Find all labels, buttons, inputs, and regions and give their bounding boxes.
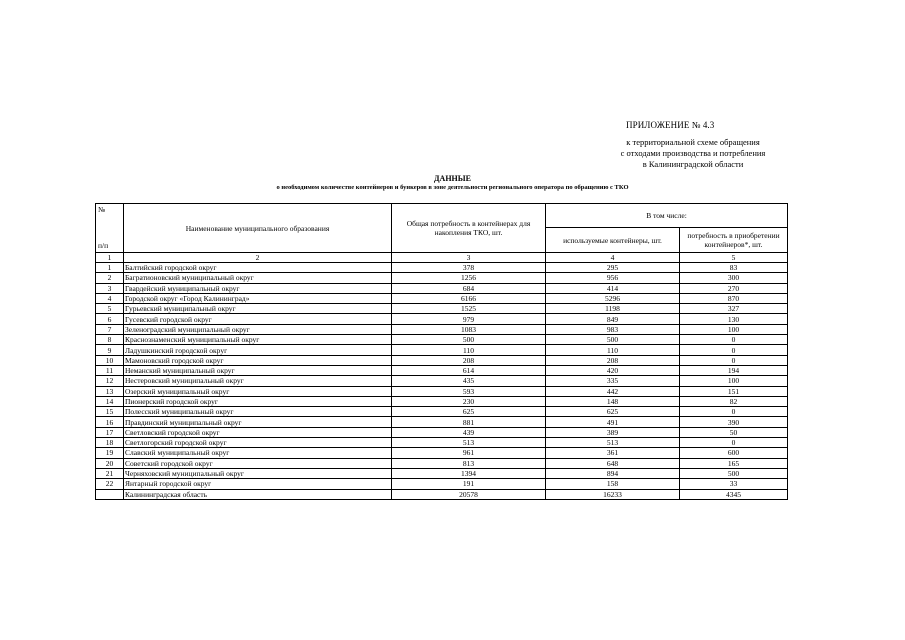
total-containers: 1083	[392, 324, 546, 334]
needed-containers: 0	[680, 355, 788, 365]
needed-containers: 0	[680, 407, 788, 417]
total-containers: 230	[392, 396, 546, 406]
needed-containers: 270	[680, 283, 788, 293]
used-containers: 335	[546, 376, 680, 386]
municipality-name: Мамоновский городской округ	[124, 355, 392, 365]
needed-containers: 600	[680, 448, 788, 458]
row-number: 7	[96, 324, 124, 334]
table-row	[96, 273, 788, 283]
used-containers: 361	[546, 448, 680, 458]
municipality-name: Светловский городской округ	[124, 427, 392, 437]
header-number-top: №	[98, 205, 106, 214]
municipality-name: Гурьевский муниципальный округ	[124, 304, 392, 314]
municipality-name: Гусевский городской округ	[124, 314, 392, 324]
row-number: 20	[96, 458, 124, 468]
needed-containers: 50	[680, 427, 788, 437]
needed-containers: 100	[680, 324, 788, 334]
needed-containers: 390	[680, 417, 788, 427]
table-row	[96, 293, 788, 303]
row-number: 16	[96, 417, 124, 427]
used-containers: 1198	[546, 304, 680, 314]
total-containers: 439	[392, 427, 546, 437]
used-containers: 420	[546, 365, 680, 375]
table-row	[96, 376, 788, 386]
municipality-name: Зеленоградский муниципальный округ	[124, 324, 392, 334]
municipality-name: Балтийский городской округ	[124, 263, 392, 273]
needed-containers: 0	[680, 335, 788, 345]
table-row	[96, 479, 788, 489]
row-number: 17	[96, 427, 124, 437]
used-containers: 295	[546, 263, 680, 273]
total-containers: 191	[392, 479, 546, 489]
header-used: используемые контейнеры, шт.	[546, 228, 680, 253]
row-number	[96, 489, 124, 499]
total-containers: 1525	[392, 304, 546, 314]
containers-table	[95, 203, 788, 500]
needed-containers: 100	[680, 376, 788, 386]
row-number: 8	[96, 335, 124, 345]
used-containers: 110	[546, 345, 680, 355]
municipality-name: Черняховский муниципальный округ	[124, 468, 392, 478]
row-number: 10	[96, 355, 124, 365]
total-containers: 110	[392, 345, 546, 355]
row-number: 21	[96, 468, 124, 478]
used-containers: 5296	[546, 293, 680, 303]
total-containers: 614	[392, 365, 546, 375]
table-row	[96, 335, 788, 345]
used-containers: 158	[546, 479, 680, 489]
needed-containers: 130	[680, 314, 788, 324]
table-row	[96, 324, 788, 334]
row-number: 1	[96, 263, 124, 273]
table-row	[96, 468, 788, 478]
municipality-name: Нестеровский муниципальный округ	[124, 376, 392, 386]
row-number: 13	[96, 386, 124, 396]
total-containers: 813	[392, 458, 546, 468]
table-row	[96, 263, 788, 273]
municipality-name: Славский муниципальный округ	[124, 448, 392, 458]
table-row	[96, 386, 788, 396]
header-need: потребность в приобретении контейнеров*, шт.	[680, 228, 788, 253]
total-containers: 208	[392, 355, 546, 365]
municipality-name: Неманский муниципальный округ	[124, 365, 392, 375]
row-number: 4	[96, 293, 124, 303]
appendix-line-3: в Калининградской области	[642, 159, 744, 169]
total-containers: 1256	[392, 273, 546, 283]
used-containers: 208	[546, 355, 680, 365]
used-containers: 500	[546, 335, 680, 345]
needed-containers: 165	[680, 458, 788, 468]
total-containers: 1394	[392, 468, 546, 478]
appendix-title: ПРИЛОЖЕНИЕ № 4.3	[626, 120, 715, 130]
needed-containers: 500	[680, 468, 788, 478]
row-number: 14	[96, 396, 124, 406]
total-row	[96, 489, 788, 499]
municipality-name: Полесский муниципальный округ	[124, 407, 392, 417]
used-containers: 983	[546, 324, 680, 334]
municipality-name: Озерский муниципальный округ	[124, 386, 392, 396]
table-row	[96, 345, 788, 355]
municipality-name: Пионерский городской округ	[124, 396, 392, 406]
total-containers: 500	[392, 335, 546, 345]
row-number: 22	[96, 479, 124, 489]
needed-containers: 4345	[680, 489, 788, 499]
table-row	[96, 283, 788, 293]
used-containers: 442	[546, 386, 680, 396]
table-row	[96, 448, 788, 458]
total-containers: 378	[392, 263, 546, 273]
used-containers: 513	[546, 438, 680, 448]
municipality-name: Правдинский муниципальный округ	[124, 417, 392, 427]
document-subtitle: о необходимом количестве контейнеров и бункеров в зоне деятельности регионального оператора по обращению с ТКО	[276, 184, 629, 191]
column-index: 4	[546, 253, 680, 263]
total-containers: 435	[392, 376, 546, 386]
row-number: 2	[96, 273, 124, 283]
table-row	[96, 407, 788, 417]
municipality-name: Советский городской округ	[124, 458, 392, 468]
table-row	[96, 304, 788, 314]
row-number: 3	[96, 283, 124, 293]
total-containers: 684	[392, 283, 546, 293]
municipality-name: Гвардейский муниципальный округ	[124, 283, 392, 293]
table-row	[96, 458, 788, 468]
needed-containers: 194	[680, 365, 788, 375]
table-row	[96, 417, 788, 427]
row-number: 6	[96, 314, 124, 324]
needed-containers: 82	[680, 396, 788, 406]
column-index: 3	[392, 253, 546, 263]
needed-containers: 870	[680, 293, 788, 303]
document-title: ДАННЫЕ	[434, 174, 471, 183]
appendix-line-1: к территориальной схеме обращения	[626, 137, 760, 147]
total-containers: 20578	[392, 489, 546, 499]
header-number	[96, 204, 124, 253]
row-number: 5	[96, 304, 124, 314]
column-index: 2	[124, 253, 392, 263]
municipality-name: Багратионовский муниципальный округ	[124, 273, 392, 283]
used-containers: 389	[546, 427, 680, 437]
table-body	[96, 263, 788, 500]
table-row	[96, 427, 788, 437]
total-containers: 593	[392, 386, 546, 396]
header-number-bottom: п/п	[98, 241, 109, 250]
header-name: Наименование муниципального образования	[124, 204, 392, 253]
used-containers: 956	[546, 273, 680, 283]
needed-containers: 300	[680, 273, 788, 283]
table-row	[96, 355, 788, 365]
total-containers: 961	[392, 448, 546, 458]
table-row	[96, 438, 788, 448]
row-number: 12	[96, 376, 124, 386]
table-row	[96, 396, 788, 406]
used-containers: 894	[546, 468, 680, 478]
used-containers: 648	[546, 458, 680, 468]
used-containers: 625	[546, 407, 680, 417]
total-containers: 881	[392, 417, 546, 427]
header-total: Общая потребность в контейнерах для накопления ТКО, шт.	[392, 204, 546, 253]
column-index-row	[96, 253, 788, 263]
used-containers: 849	[546, 314, 680, 324]
needed-containers: 83	[680, 263, 788, 273]
municipality-name: Ладушкинский городской округ	[124, 345, 392, 355]
total-containers: 513	[392, 438, 546, 448]
needed-containers: 327	[680, 304, 788, 314]
municipality-name: Краснознаменский муниципальный округ	[124, 335, 392, 345]
needed-containers: 0	[680, 438, 788, 448]
column-index: 1	[96, 253, 124, 263]
row-number: 18	[96, 438, 124, 448]
total-containers: 979	[392, 314, 546, 324]
used-containers: 16233	[546, 489, 680, 499]
needed-containers: 33	[680, 479, 788, 489]
total-containers: 6166	[392, 293, 546, 303]
used-containers: 414	[546, 283, 680, 293]
municipality-name: Светлогорский городской округ	[124, 438, 392, 448]
table-row	[96, 314, 788, 324]
used-containers: 148	[546, 396, 680, 406]
row-number: 15	[96, 407, 124, 417]
needed-containers: 151	[680, 386, 788, 396]
column-index: 5	[680, 253, 788, 263]
appendix-line-2: с отходами производства и потребления	[620, 148, 766, 158]
row-number: 19	[96, 448, 124, 458]
municipality-name: Янтарный городской округ	[124, 479, 392, 489]
row-number: 11	[96, 365, 124, 375]
needed-containers: 0	[680, 345, 788, 355]
table-row	[96, 365, 788, 375]
used-containers: 491	[546, 417, 680, 427]
row-number: 9	[96, 345, 124, 355]
municipality-name: Городской округ «Город Калининград»	[124, 293, 392, 303]
total-containers: 625	[392, 407, 546, 417]
header-including: В том числе:	[546, 204, 788, 228]
municipality-name: Калининградская область	[124, 489, 392, 499]
